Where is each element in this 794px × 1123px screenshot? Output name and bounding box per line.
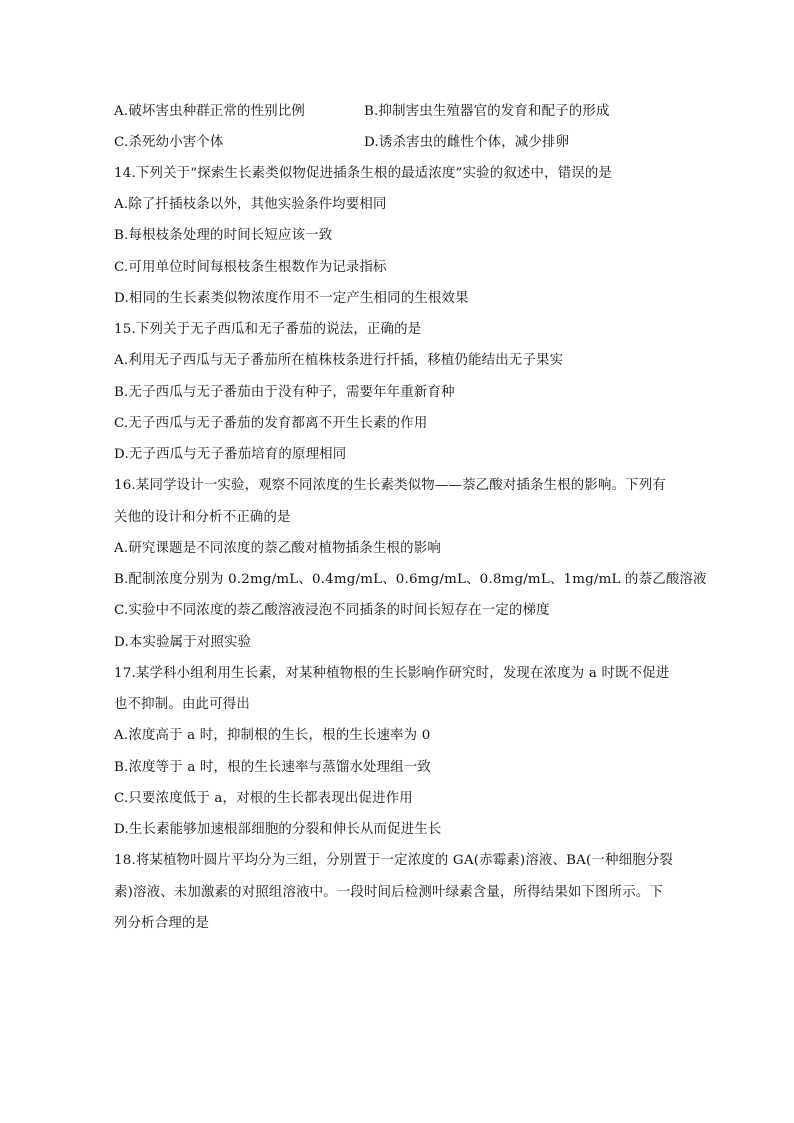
q13-option-b: B.抑制害虫生殖器官的发育和配子的形成 bbox=[364, 104, 610, 119]
q14-option-d: D.相同的生长素类似物浓度作用不一定产生相同的生根效果 bbox=[114, 291, 469, 306]
q15-option-b: B.无子西瓜与无子番茄由于没有种子，需要年年重新育种 bbox=[114, 385, 455, 400]
q18-stem-line-2: 素)溶液、未加激素的对照组溶液中。一段时间后检测叶绿素含量，所得结果如下图所示。下 bbox=[114, 885, 664, 900]
q18-stem-line-3: 列分析合理的是 bbox=[114, 916, 210, 931]
q16-option-d: D.本实验属于对照实验 bbox=[114, 635, 252, 650]
q14-stem: 14.下列关于“探索生长素类似物促进插条生根的最适浓度”实验的叙述中，错误的是 bbox=[114, 166, 613, 181]
q15-option-a: A.利用无子西瓜与无子番茄所在植株枝条进行扦插，移植仍能结出无子果实 bbox=[114, 353, 564, 368]
q13-option-c: C.杀死幼小害个体 bbox=[114, 135, 224, 150]
q16-stem-line-2: 关他的设计和分析不正确的是 bbox=[114, 510, 291, 525]
q13-option-d: D.诱杀害虫的雌性个体，减少排卵 bbox=[364, 135, 570, 150]
q17-stem-line-2: 也不抑制。由此可得出 bbox=[114, 697, 250, 712]
q14-option-b: B.每根枝条处理的时间长短应该一致 bbox=[114, 228, 333, 243]
q17-option-c: C.只要浓度低于 a，对根的生长都表现出促进作用 bbox=[114, 791, 413, 806]
q17-option-b: B.浓度等于 a 时，根的生长速率与蒸馏水处理组一致 bbox=[114, 760, 431, 775]
q15-option-c: C.无子西瓜与无子番茄的发育都离不开生长素的作用 bbox=[114, 416, 428, 431]
q16-stem-line-1: 16.某同学设计一实验，观察不同浓度的生长素类似物——萘乙酸对插条生根的影响。下列有 bbox=[114, 478, 666, 493]
q13-option-a: A.破坏害虫种群正常的性别比例 bbox=[114, 104, 306, 119]
q14-option-a: A.除了扦插枝条以外，其他实验条件均要相同 bbox=[114, 197, 387, 212]
q17-option-a: A.浓度高于 a 时，抑制根的生长，根的生长速率为 0 bbox=[114, 728, 431, 743]
q17-option-d: D.生长素能够加速根部细胞的分裂和伸长从而促进生长 bbox=[114, 822, 442, 837]
q17-stem-line-1: 17.某学科小组利用生长素，对某种植物根的生长影响作研究时，发现在浓度为 a 时既不促进 bbox=[114, 666, 670, 681]
q15-stem: 15.下列关于无子西瓜和无子番茄的说法，正确的是 bbox=[114, 322, 422, 337]
q14-option-c: C.可用单位时间每根枝条生根数作为记录指标 bbox=[114, 260, 387, 275]
q18-stem-line-1: 18.将某植物叶圆片平均分为三组，分别置于一定浓度的 GA(赤霉素)溶液、BA(一种细胞分裂 bbox=[114, 853, 673, 868]
q15-option-d: D.无子西瓜与无子番茄培育的原理相同 bbox=[114, 447, 347, 462]
q16-option-a: A.研究课题是不同浓度的萘乙酸对植物插条生根的影响 bbox=[114, 541, 441, 556]
q16-option-b: B.配制浓度分别为 0.2mg/mL、0.4mg/mL、0.6mg/mL、0.8mg/mL、1mg/mL 的萘乙酸溶液 bbox=[114, 572, 707, 587]
q16-option-c: C.实验中不同浓度的萘乙酸溶液浸泡不同插条的时间长短存在一定的梯度 bbox=[114, 603, 550, 618]
